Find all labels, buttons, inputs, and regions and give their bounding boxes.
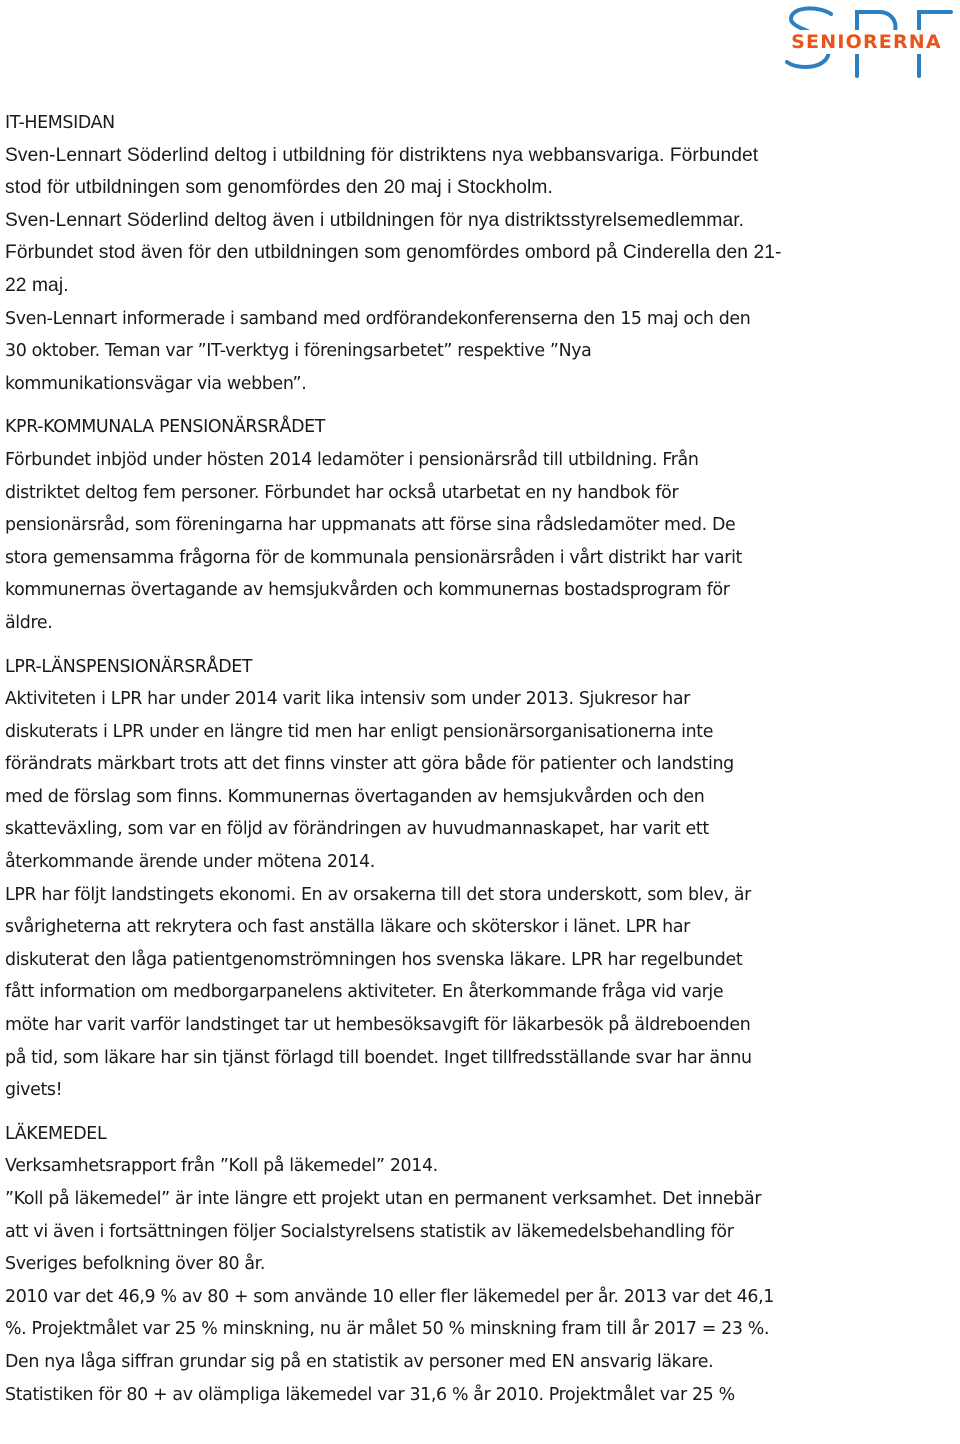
text-line: kommunikationsvägar via webben”. <box>5 373 307 394</box>
text-line: Sven-Lennart Söderlind deltog i utbildning för distriktens nya webbansvariga. Förbundet <box>5 144 759 166</box>
text-line: med de förslag som finns. Kommunernas övertaganden av hemsjukvården och den <box>5 786 705 807</box>
text-line: %. Projektmålet var 25 % minskning, nu är målet 50 % minskning fram till år 2017 = 23 %. <box>5 1319 770 1340</box>
text-line: Sven-Lennart Söderlind deltog även i utbildningen för nya distriktsstyrelsemedlemmar. <box>5 209 745 231</box>
text-line: Aktiviteten i LPR har under 2014 varit lika intensiv som under 2013. Sjukresor har <box>5 689 690 710</box>
text-line: distriktet deltog fem personer. Förbundet har också utarbetat en ny handbok för <box>5 482 679 503</box>
section-lakemedel <box>5 1118 955 1411</box>
section-heading: KPR-KOMMUNALA PENSIONÄRSRÅDET <box>5 417 326 438</box>
text-line: ”Koll på läkemedel” är inte längre ett projekt utan en permanent verksamhet. Det innebär <box>5 1189 762 1209</box>
logo-wordmark: SENIORERNA <box>779 30 954 54</box>
text-line: diskuterat den låga patientgenomströmningen hos svenska läkare. LPR har regelbundet <box>5 949 743 970</box>
text-line: möte har varit varför landstinget tar ut hembesöksavgift för läkarbesök på äldreboenden <box>5 1015 751 1036</box>
text-line: Sveriges befolkning över 80 år. <box>5 1254 266 1275</box>
section-it-hemsidan <box>5 107 955 400</box>
text-line: äldre. <box>5 612 53 633</box>
section-kpr <box>5 411 955 639</box>
text-line: stod för utbildningen som genomfördes den 20 maj i Stockholm. <box>5 177 553 199</box>
section-lpr <box>5 651 955 1107</box>
text-line: Statistiken för 80 + av olämpliga läkemedel var 31,6 % år 2010. Projektmålet var 25 % <box>5 1384 735 1405</box>
text-line: Den nya låga siffran grundar sig på en statistik av personer med EN ansvarig läkare. <box>5 1351 714 1372</box>
text-line: återkommande ärende under mötena 2014. <box>5 852 375 873</box>
text-line: på tid, som läkare har sin tjänst förlagd till boendet. Inget tillfredsställande svar har ännu <box>5 1047 752 1068</box>
text-line: kommunernas övertagande av hemsjukvården och kommunernas bostadsprogram för <box>5 580 730 601</box>
text-line: 2010 var det 46,9 % av 80 + som använde 10 eller fler läkemedel per år. 2013 var det 46,1 <box>5 1286 774 1307</box>
text-line: förändrats märkbart trots att det finns vinster att göra både för patienter och landsting <box>5 754 734 775</box>
text-line: Förbundet stod även för den utbildningen som genomfördes ombord på Cinderella den 21- <box>5 242 782 264</box>
text-line: att vi även i fortsättningen följer Socialstyrelsens statistik av läkemedelsbehandling för <box>5 1221 734 1242</box>
text-line: fått information om medborgarpanelens aktiviteter. En återkommande fråga vid varje <box>5 982 724 1003</box>
text-line: 30 oktober. Teman var ”IT-verktyg i föreningsarbetet” respektive ”Nya <box>5 341 592 362</box>
text-line: 22 maj. <box>5 274 69 296</box>
text-line: LPR har följt landstingets ekonomi. En av orsakerna till det stora underskott, som blev, är <box>5 884 751 905</box>
text-line: Sven-Lennart informerade i samband med ordförandekonferenserna den 15 maj och den <box>5 308 751 329</box>
section-heading: IT-HEMSIDAN <box>5 113 115 133</box>
spf-seniorerna-logo <box>779 4 954 78</box>
document-body <box>5 107 955 1411</box>
text-line: Verksamhetsrapport från ”Koll på läkemedel” 2014. <box>5 1156 438 1177</box>
text-line: Förbundet inbjöd under hösten 2014 ledamöter i pensionärsråd till utbildning. Från <box>5 449 699 470</box>
text-line: svårigheterna att rekrytera och fast anställa läkare och sköterskor i länet. LPR har <box>5 917 690 938</box>
text-line: skatteväxling, som var en följd av förändringen av huvudmannaskapet, har varit ett <box>5 819 709 840</box>
text-line: pensionärsråd, som föreningarna har uppmanats att förse sina rådsledamöter med. De <box>5 515 736 536</box>
text-line: stora gemensamma frågorna för de kommunala pensionärsråden i vårt distrikt har varit <box>5 547 743 568</box>
section-heading: LPR-LÄNSPENSIONÄRSRÅDET <box>5 656 253 677</box>
section-heading: LÄKEMEDEL <box>5 1123 107 1144</box>
text-line: givets! <box>5 1080 63 1101</box>
text-line: diskuterats i LPR under en längre tid men har enligt pensionärsorganisationerna inte <box>5 721 714 742</box>
